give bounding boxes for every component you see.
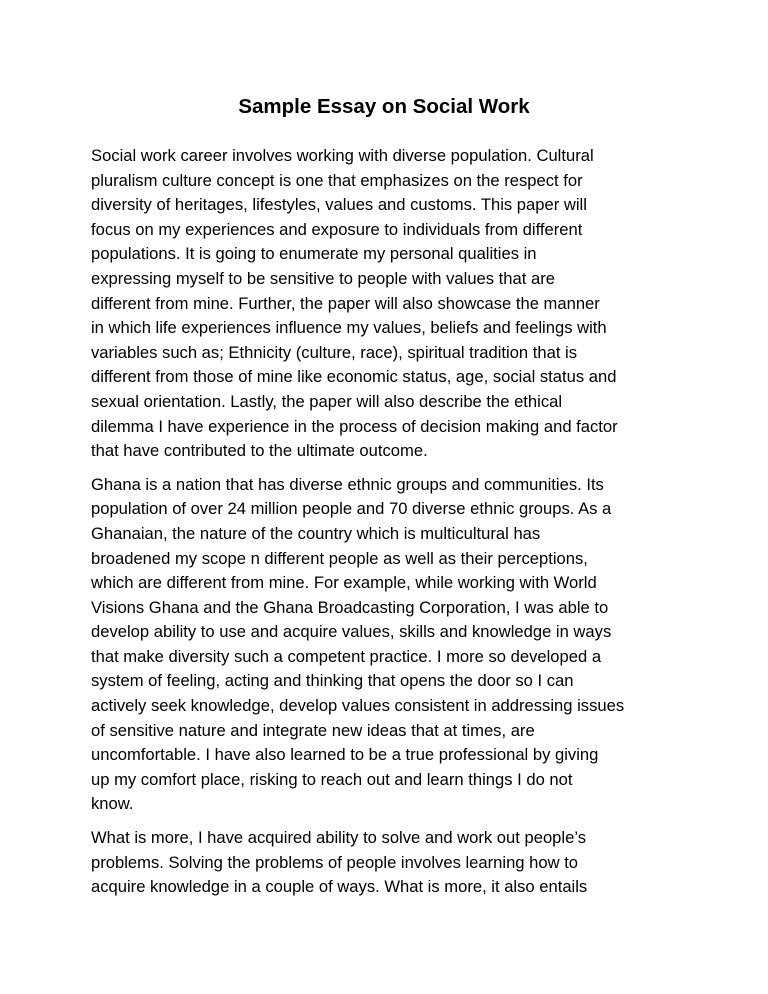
text-line: up my comfort place, risking to reach out and learn things I do not bbox=[91, 769, 573, 789]
text-line: system of feeling, acting and thinking that opens the door so I can bbox=[91, 671, 574, 691]
text-line: that make diversity such a competent practice. I more so developed a bbox=[91, 646, 602, 666]
text-line: know. bbox=[91, 794, 134, 814]
paragraph-2 bbox=[91, 473, 691, 817]
text-line: which are different from mine. For example, while working with World bbox=[91, 573, 597, 593]
text-line: different from mine. Further, the paper will also showcase the manner bbox=[91, 293, 600, 313]
document-body bbox=[91, 144, 691, 909]
text-line: diversity of heritages, lifestyles, values and customs. This paper will bbox=[91, 195, 587, 215]
text-line: acquire knowledge in a couple of ways. What is more, it also entails bbox=[91, 877, 588, 897]
text-line: pluralism culture concept is one that emphasizes on the respect for bbox=[91, 170, 583, 190]
text-line: actively seek knowledge, develop values consistent in addressing issues bbox=[91, 696, 625, 716]
text-line: that have contributed to the ultimate outcome. bbox=[91, 441, 428, 461]
text-line: population of over 24 million people and 70 diverse ethnic groups. As a bbox=[91, 499, 612, 519]
text-line: Ghanaian, the nature of the country which is multicultural has bbox=[91, 523, 541, 543]
text-line: develop ability to use and acquire values, skills and knowledge in ways bbox=[91, 622, 612, 642]
text-line: of sensitive nature and integrate new ideas that at times, are bbox=[91, 720, 535, 740]
text-line: problems. Solving the problems of people involves learning how to bbox=[91, 852, 579, 872]
text-line: sexual orientation. Lastly, the paper will also describe the ethical bbox=[91, 391, 563, 411]
text-line: broadened my scope n different people as well as their perceptions, bbox=[91, 548, 588, 568]
text-line: Ghana is a nation that has diverse ethnic groups and communities. Its bbox=[91, 474, 604, 494]
text-line: dilemma I have experience in the process of decision making and factor bbox=[91, 416, 618, 436]
paragraph-3 bbox=[91, 826, 691, 900]
paragraph-1 bbox=[91, 144, 691, 464]
text-line: Social work career involves working with diverse population. Cultural bbox=[91, 146, 594, 165]
text-line: Visions Ghana and the Ghana Broadcasting Corporation, I was able to bbox=[91, 597, 609, 617]
text-line: different from those of mine like economic status, age, social status and bbox=[91, 367, 617, 387]
text-line: uncomfortable. I have also learned to be a true professional by giving bbox=[91, 745, 599, 765]
text-line: expressing myself to be sensitive to people with values that are bbox=[91, 268, 555, 288]
text-line: What is more, I have acquired ability to solve and work out people’s bbox=[91, 828, 587, 848]
text-line: focus on my experiences and exposure to individuals from different bbox=[91, 219, 583, 239]
document-title: Sample Essay on Social Work bbox=[238, 95, 530, 118]
text-line: populations. It is going to enumerate my personal qualities in bbox=[91, 244, 537, 264]
text-line: in which life experiences influence my values, beliefs and feelings with bbox=[91, 318, 607, 338]
text-line: variables such as; Ethnicity (culture, race), spiritual tradition that is bbox=[91, 342, 578, 362]
